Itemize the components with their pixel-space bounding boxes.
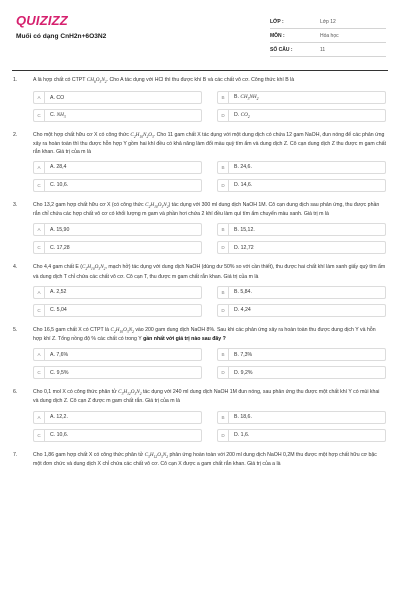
chemical-formula: $CH_6O_3N_2$ <box>86 77 107 85</box>
answer-option-b[interactable] <box>217 411 386 424</box>
meta-label: LỚP : <box>270 18 284 25</box>
answer-options <box>33 411 386 442</box>
question-item <box>0 77 400 122</box>
answer-options <box>33 286 386 317</box>
question-text: Cho 1,86 gam hợp chất X có công thức phân tử $C_3H_{12}O_3N_2$ phản ứng hoàn toàn với 200 ml dung dịch NaOH 0,2M thu được một hợp chất hữu cơ bậc một đơn chức và dung dịch X chỉ chứa các chất vô cơ. Cô cạn X được a gam chất rắn khan. Giá trị của a là <box>33 451 377 467</box>
option-text: B. $CH_3NH_2$ <box>234 94 259 102</box>
option-letter-box: C <box>34 242 45 253</box>
meta-value: Lớp 12 <box>320 18 336 25</box>
answer-options <box>33 161 386 192</box>
option-text: A. 12,2. <box>50 414 68 421</box>
page-title: Muối có dạng CnH2n+6O3N2 <box>16 33 107 40</box>
option-letter-box: D <box>218 242 229 253</box>
answer-option-d[interactable] <box>217 179 386 192</box>
option-text: A. 28,4 <box>50 164 67 171</box>
option-letter-box: A <box>34 224 45 235</box>
question-item <box>0 452 400 468</box>
quizizz-logo: QUIZIZZ <box>16 13 68 28</box>
option-letter-box: A <box>34 349 45 360</box>
option-letter-box: A <box>34 412 45 423</box>
answer-option-c[interactable] <box>33 304 202 317</box>
answer-option-d[interactable] <box>217 109 386 122</box>
answer-option-a[interactable] <box>33 286 202 299</box>
answer-option-b[interactable] <box>217 223 386 236</box>
chemical-formula: $C_3H_{12}O_3N_2$ <box>144 451 168 459</box>
option-text: C. 10,6. <box>50 432 69 439</box>
meta-value: Hóa học <box>320 32 339 39</box>
answer-option-c[interactable] <box>33 429 202 442</box>
option-letter-box: D <box>218 110 229 121</box>
answer-option-a[interactable] <box>33 91 202 104</box>
answer-option-a[interactable] <box>33 411 202 424</box>
option-text: C. 9,5% <box>50 369 69 376</box>
question-text: Cho 4,4 gam chất E ($C_2H_{10}O_3N_2$, mạch hở) tác dụng với dung dịch NaOH (dùng dư 50% so với cần thiết), thu được hai chất khí làm xanh giấy quỳ tím ẩm và dung dịch T chỉ chứa các chất vô cơ. Cô cạn T, thu được m gam chất rắn khan. Giá trị của m là <box>33 264 386 280</box>
answer-option-d[interactable] <box>217 366 386 379</box>
question-item <box>0 389 400 441</box>
option-letter-box: D <box>218 430 229 441</box>
option-text: D. 14,6. <box>234 182 253 189</box>
question-text: A là hợp chất có CTPT $CH_6O_3N_2$. Cho A tác dụng với HCl thì thu được khí B và các chất vô cơ. Công thức khí B là <box>33 77 295 85</box>
chemical-formula: $CO_2$ <box>240 112 250 120</box>
question-text: Cho 16,5 gam chất X có CTPT là $C_2H_{10}O_3N_2$ vào 200 gam dung dịch NaOH 8%. Sau khi các phản ứng xảy ra hoàn toàn thu được dung dịch Y và hỗn hợp khí Z. Tổng nồng độ % các chất có trong Y gần nhất với giá trị nào sau đây ? <box>33 326 376 342</box>
option-text: C. 10,6. <box>50 182 69 189</box>
meta-info-table <box>270 15 386 57</box>
meta-row-question-count <box>270 43 386 57</box>
answer-option-b[interactable] <box>217 286 386 299</box>
question-number: 4. <box>13 264 18 271</box>
chemical-formula: $NH_3$ <box>56 112 66 120</box>
answer-option-a[interactable] <box>33 348 202 361</box>
question-number: 1. <box>13 77 18 83</box>
option-letter-box: D <box>218 305 229 316</box>
answer-option-d[interactable] <box>217 241 386 254</box>
option-text: A. 15,90 <box>50 226 70 233</box>
option-letter-box: B <box>218 349 229 360</box>
answer-option-a[interactable] <box>33 161 202 174</box>
option-letter-box: C <box>34 430 45 441</box>
header-divider <box>12 70 388 71</box>
option-letter-box: C <box>34 305 45 316</box>
answer-options <box>33 348 386 379</box>
question-text: Cho 13,2 gam hợp chất hữu cơ X (có công thức $C_2H_{10}O_3N_2$) tác dụng với 300 ml dung dịch NaOH 1M. Cô cạn dung dịch sau phản ứng, thu được phần rắn chỉ chứa các hợp chất vô cơ có khối lượng m gam và phần hơi chứa 2 khí đều làm quì tím ẩm chuyển màu xanh. Giá trị m là <box>33 201 380 218</box>
option-text: D. 4,24 <box>234 307 251 314</box>
option-letter-box: A <box>34 92 45 103</box>
option-letter-box: C <box>34 367 45 378</box>
option-letter-box: D <box>218 180 229 191</box>
option-text: A. 7,6% <box>50 351 69 358</box>
answer-option-b[interactable] <box>217 91 386 104</box>
option-text: B. 24,6. <box>234 164 252 171</box>
answer-option-c[interactable] <box>33 241 202 254</box>
chemical-formula: $C_2H_{10}O_3N_2$ <box>145 201 169 209</box>
meta-label: MÔN : <box>270 32 285 39</box>
option-text: B. 5,84. <box>234 289 252 296</box>
question-item <box>0 132 400 192</box>
question-text: Cho một hợp chất hữu cơ X có công thức $C_2H_{10}N_2O_3$. Cho 11 gam chất X tác dụng với một dung dịch có chứa 12 gam NaOH, đun nóng để các phản ứng xảy ra hoàn toàn thì thu được hỗn hợp Y gồm hai khí đều có khả năng làm đổi màu quỳ tím ẩm và dung dịch Z. Cô cạn dung dịch Z thu được m gam chất rắn khan. Giá trị của m là <box>33 132 386 155</box>
meta-value: 11 <box>320 46 326 53</box>
option-letter-box: B <box>218 224 229 235</box>
option-text: C. $NH_3$ <box>50 112 66 120</box>
option-text: A. CO <box>50 94 65 101</box>
chemical-formula: $C_2H_{10}O_3N_2$ <box>110 326 134 334</box>
option-letter-box: B <box>218 162 229 173</box>
chemical-formula: $C_3H_{12}O_3N_2$ <box>118 389 142 397</box>
option-text: B. 7,3% <box>234 351 253 358</box>
question-item <box>0 202 400 254</box>
option-text: D. 1,6. <box>234 432 250 439</box>
answer-option-a[interactable] <box>33 223 202 236</box>
option-letter-box: C <box>34 110 45 121</box>
option-letter-box: B <box>218 412 229 423</box>
chemical-formula: $C_2H_{10}O_3N_2$ <box>82 264 106 272</box>
option-letter-box: C <box>34 180 45 191</box>
meta-row-class <box>270 15 386 29</box>
option-text: D. 12,72 <box>234 244 254 251</box>
option-text: C. 5,04 <box>50 307 67 314</box>
answer-option-d[interactable] <box>217 304 386 317</box>
option-text: B. 18,6. <box>234 414 252 421</box>
answer-option-c[interactable] <box>33 109 202 122</box>
question-list <box>0 77 400 478</box>
option-text: A. 2,52 <box>50 289 67 296</box>
answer-option-b[interactable] <box>217 348 386 361</box>
emphasis-text: gần nhất với giá trị nào sau đây ? <box>143 335 226 342</box>
question-item <box>0 327 400 379</box>
question-number: 5. <box>13 326 18 333</box>
question-number: 7. <box>13 451 18 458</box>
option-text: D. $CO_2$ <box>234 112 250 120</box>
option-letter-box: B <box>218 287 229 298</box>
answer-options <box>33 91 386 122</box>
answer-option-d[interactable] <box>217 429 386 442</box>
option-letter-box: D <box>218 367 229 378</box>
question-item <box>0 264 400 316</box>
answer-option-b[interactable] <box>217 161 386 174</box>
answer-options <box>33 223 386 254</box>
meta-label: SỐ CÂU : <box>270 46 293 53</box>
question-number: 3. <box>13 201 18 208</box>
question-number: 2. <box>13 132 18 139</box>
meta-row-subject <box>270 29 386 43</box>
option-text: D. 9,2% <box>234 369 253 376</box>
option-letter-box: B <box>218 92 229 103</box>
option-text: C. 17,28 <box>50 244 70 251</box>
answer-option-c[interactable] <box>33 179 202 192</box>
question-text: Cho 0,1 mol X có công thức phân tử $C_3H_{12}O_3N_2$ tác dụng với 240 ml dung dịch NaOH 1M đun nóng, sau phản ứng thu được một chất khí Y có mùi khai và dung dịch Z. Cô cạn Z được m gam chất rắn. Giá trị của m là <box>33 389 380 405</box>
chemical-formula: $C_2H_{10}N_2O_3$ <box>130 132 154 140</box>
option-letter-box: A <box>34 162 45 173</box>
chemical-formula: $CH_3NH_2$ <box>240 94 259 102</box>
option-letter-box: A <box>34 287 45 298</box>
answer-option-c[interactable] <box>33 366 202 379</box>
option-text: B. 15,12. <box>234 226 255 233</box>
question-number: 6. <box>13 389 18 396</box>
